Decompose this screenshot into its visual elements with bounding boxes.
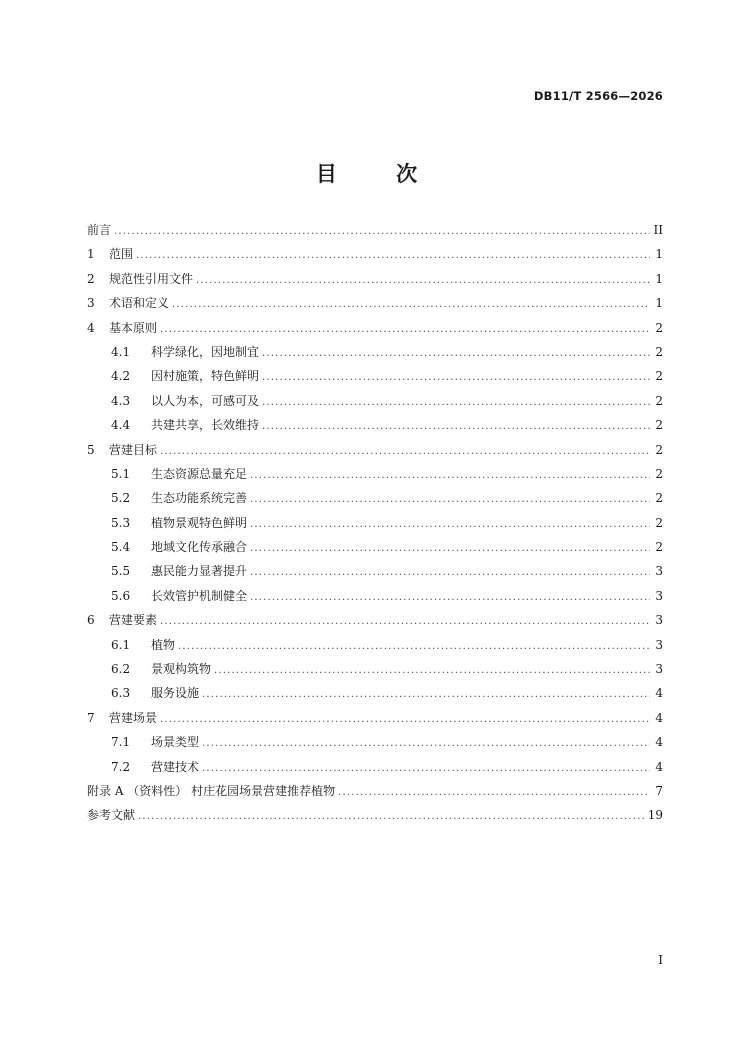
toc-leader-dots (202, 735, 650, 753)
toc-entry[interactable] (87, 709, 663, 733)
toc-entry-label: 附录 A （资料性） 村庄花园场景营建推荐植物 (87, 783, 336, 798)
toc-leader-dots (202, 686, 650, 704)
toc-entry-page: 2 (655, 418, 663, 433)
toc-leader-dots (250, 491, 650, 509)
toc-entry-label: 科学绿化，因地制宜 (151, 344, 260, 359)
toc-entry-number: 5.5 (111, 564, 131, 579)
toc-entry-number: 4.1 (111, 344, 131, 359)
toc-entry-label: 规范性引用文件 (109, 271, 194, 286)
toc-entry-label: 以人为本，可感可及 (151, 393, 260, 408)
toc-entry-page: 3 (655, 637, 663, 652)
toc-entry-number: 7 (87, 710, 95, 725)
toc-entry-page: 1 (655, 271, 663, 286)
toc-leader-dots (160, 443, 650, 461)
toc-entry-page: 3 (655, 613, 663, 628)
toc-leader-dots (214, 662, 650, 680)
toc-leader-dots (138, 808, 645, 826)
toc-entry[interactable] (87, 465, 663, 489)
toc-entry-label: 参考文献 (87, 808, 136, 823)
toc-entry-label: 基本原则 (109, 320, 158, 335)
toc-entry-number: 5 (87, 442, 95, 457)
toc-entry-page: 7 (655, 783, 663, 798)
toc-entry[interactable] (87, 636, 663, 660)
toc-entry-number: 7.2 (111, 759, 131, 774)
document-code: DB11/T 2566—2026 (533, 89, 663, 103)
page-title: 目 次 (315, 162, 444, 186)
toc-entry-number: 7.1 (111, 735, 131, 750)
toc-entry-label: 生态资源总量充足 (151, 466, 248, 481)
toc-entry-label: 服务设施 (151, 686, 200, 701)
toc-entry-number: 4 (87, 320, 95, 335)
toc-entry[interactable] (87, 538, 663, 562)
toc-entry-label: 长效管护机制健全 (151, 588, 248, 603)
toc-leader-dots (196, 272, 650, 290)
toc-entry-page: 3 (655, 588, 663, 603)
page-number: I (658, 953, 663, 967)
toc-entry-label: 前言 (87, 223, 112, 237)
toc-leader-dots (250, 516, 650, 534)
toc-entry-page: 1 (655, 296, 663, 311)
toc-entry-number: 5.6 (111, 588, 131, 603)
toc-leader-dots (262, 345, 650, 363)
toc-entry[interactable] (87, 806, 663, 830)
toc-entry[interactable] (87, 245, 663, 269)
toc-entry-label: 场景类型 (151, 735, 200, 750)
toc-entry-label: 生态功能系统完善 (151, 491, 248, 506)
toc-entry-page: 1 (655, 247, 663, 262)
toc-entry[interactable] (87, 733, 663, 757)
toc-leader-dots (250, 564, 650, 582)
toc-entry-label: 范围 (109, 247, 134, 262)
toc-entry[interactable] (87, 441, 663, 465)
toc-entry-page: 2 (655, 369, 663, 384)
toc-leader-dots (250, 467, 650, 485)
toc-leader-dots (262, 394, 650, 412)
toc-entry[interactable] (87, 562, 663, 586)
toc-entry-label: 营建场景 (109, 710, 158, 725)
toc-entry-label: 植物景观特色鲜明 (151, 515, 248, 530)
toc-entry-page: II (653, 223, 663, 237)
toc-entry-page: 19 (647, 808, 663, 823)
toc-entry-number: 4.3 (111, 393, 131, 408)
toc-entry-number: 6.1 (111, 637, 131, 652)
toc-entry-label: 因村施策，特色鲜明 (151, 369, 260, 384)
toc-entry-number: 4.2 (111, 369, 131, 384)
toc-leader-dots (338, 784, 650, 802)
toc-entry-page: 2 (655, 515, 663, 530)
toc-leader-dots (262, 418, 650, 436)
toc-entry-number: 5.1 (111, 466, 131, 481)
toc-entry-label: 营建要素 (109, 613, 158, 628)
toc-entry[interactable] (87, 684, 663, 708)
toc-entry-page: 2 (655, 344, 663, 359)
toc-entry[interactable] (87, 782, 663, 806)
toc-entry-label: 惠民能力显著提升 (151, 564, 248, 579)
toc-entry-number: 6 (87, 613, 95, 628)
toc-entry-page: 4 (655, 686, 663, 701)
toc-entry-page: 4 (655, 735, 663, 750)
toc-entry-label: 术语和定义 (109, 296, 170, 311)
toc-leader-dots (178, 638, 650, 656)
toc-entry-page: 3 (655, 564, 663, 579)
toc-entry-label: 营建技术 (151, 759, 200, 774)
toc-leader-dots (202, 760, 650, 778)
toc-entry[interactable] (87, 587, 663, 611)
toc-leader-dots (250, 589, 650, 607)
toc-entry-page: 4 (655, 759, 663, 774)
toc-entry-number: 2 (87, 271, 95, 286)
toc-entry[interactable] (87, 660, 663, 684)
toc-entry-page: 2 (655, 320, 663, 335)
toc-entry-label: 营建目标 (109, 442, 158, 457)
toc-leader-dots (160, 711, 650, 729)
toc-entry-number: 3 (87, 296, 95, 311)
toc-entry[interactable] (87, 758, 663, 782)
toc-entry-label: 景观构筑物 (151, 662, 212, 677)
toc-entry-label: 地域文化传承融合 (151, 540, 248, 555)
toc-entry[interactable] (87, 270, 663, 294)
toc-entry-number: 4.4 (111, 418, 131, 433)
toc-entry[interactable] (87, 319, 663, 343)
table-of-contents (87, 221, 663, 831)
toc-entry-page: 2 (655, 393, 663, 408)
toc-entry-page: 2 (655, 491, 663, 506)
toc-entry-page: 2 (655, 466, 663, 481)
toc-entry[interactable] (87, 514, 663, 538)
toc-entry-number: 5.4 (111, 540, 131, 555)
toc-entry[interactable] (87, 392, 663, 416)
toc-entry[interactable] (87, 294, 663, 318)
toc-leader-dots (172, 296, 650, 314)
toc-entry-number: 5.2 (111, 491, 131, 506)
toc-entry-page: 2 (655, 442, 663, 457)
toc-entry[interactable] (87, 221, 663, 245)
toc-entry[interactable] (87, 611, 663, 635)
toc-entry[interactable] (87, 489, 663, 513)
toc-entry-page: 4 (655, 710, 663, 725)
toc-entry[interactable] (87, 416, 663, 440)
toc-leader-dots (250, 540, 650, 558)
toc-entry-label: 共建共享，长效维持 (151, 418, 260, 433)
toc-entry-label: 植物 (151, 637, 176, 652)
toc-entry-number: 1 (87, 247, 95, 262)
toc-entry-number: 6.2 (111, 662, 131, 677)
toc-entry[interactable] (87, 367, 663, 391)
toc-entry-page: 3 (655, 662, 663, 677)
toc-leader-dots (136, 247, 650, 265)
toc-leader-dots (114, 223, 650, 241)
toc-entry-number: 6.3 (111, 686, 131, 701)
toc-leader-dots (160, 321, 650, 339)
toc-leader-dots (160, 613, 650, 631)
toc-entry[interactable] (87, 343, 663, 367)
toc-entry-number: 5.3 (111, 515, 131, 530)
toc-leader-dots (262, 369, 650, 387)
toc-entry-page: 2 (655, 540, 663, 555)
